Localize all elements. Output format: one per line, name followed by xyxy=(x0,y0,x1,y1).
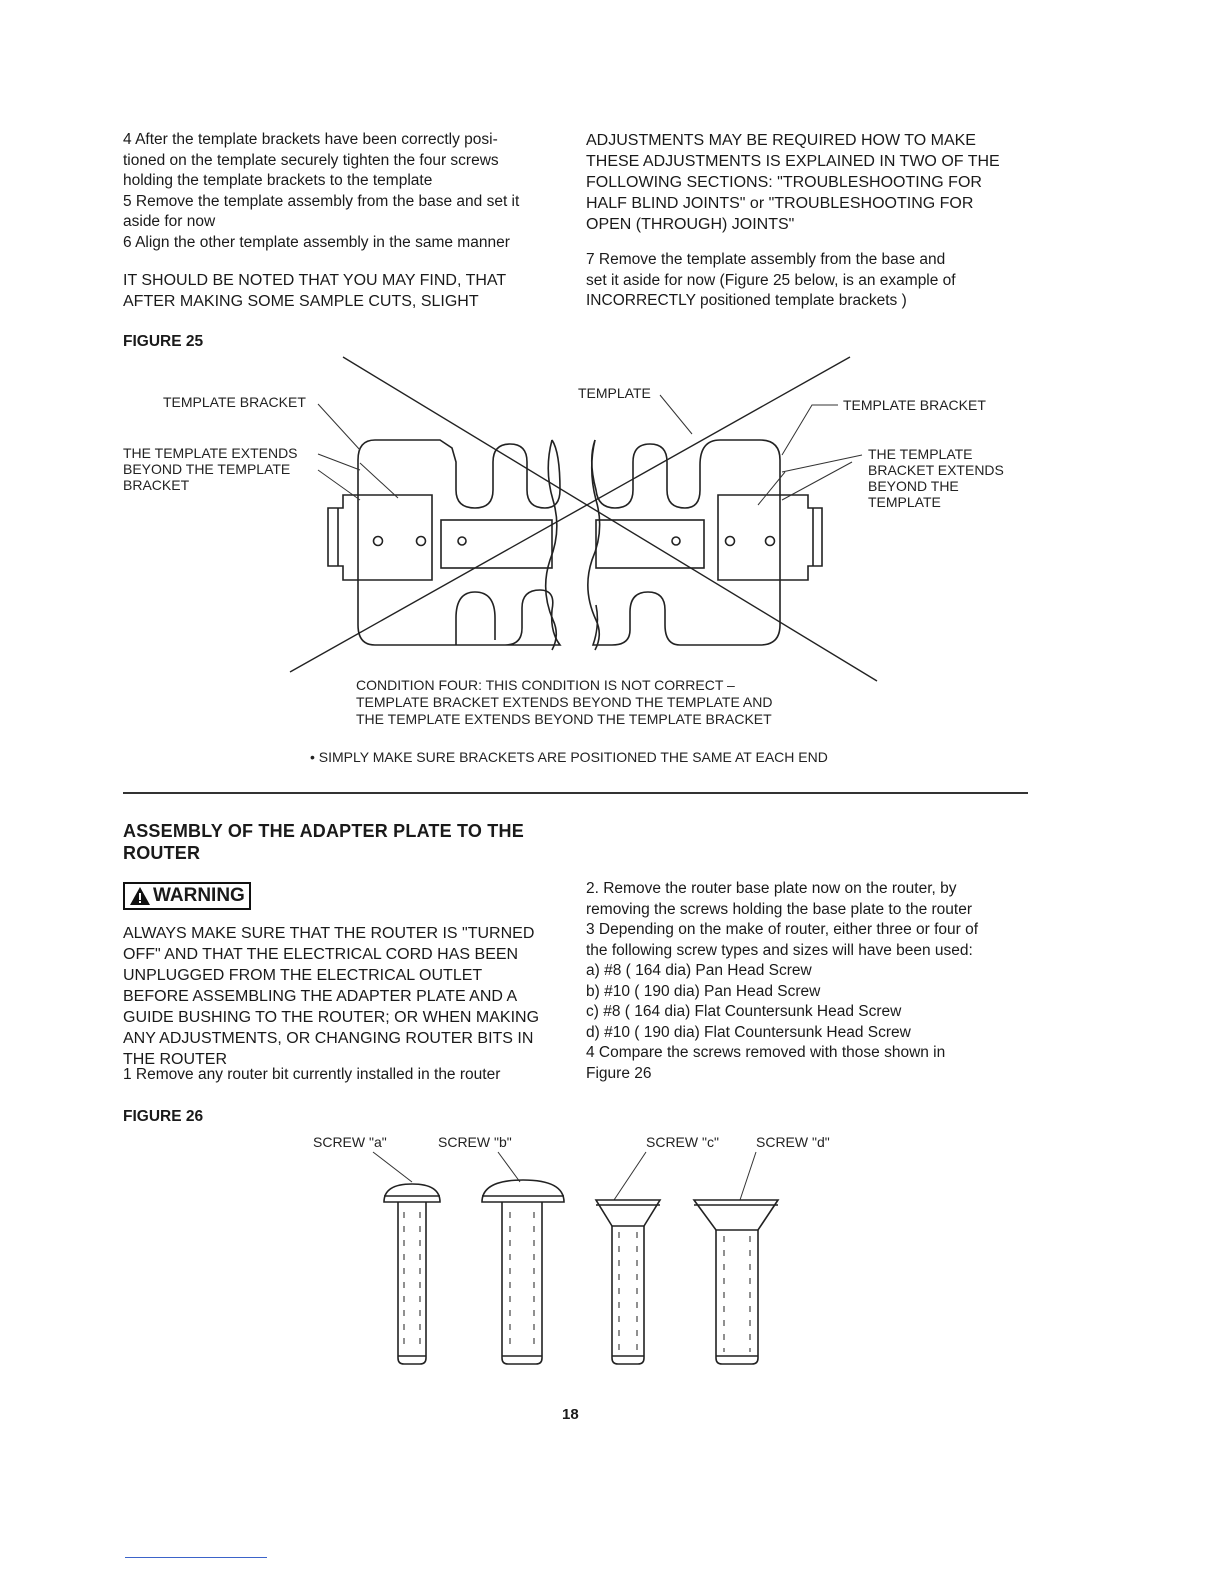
text-line: UNPLUGGED FROM THE ELECTRICAL OUTLET xyxy=(123,967,483,984)
callout-extends-right-line: BEYOND THE xyxy=(868,478,959,494)
screw-a-pan-head xyxy=(384,1184,440,1364)
text-line: AFTER MAKING SOME SAMPLE CUTS, SLIGHT xyxy=(123,293,479,310)
text-line: TEMPLATE BRACKET EXTENDS BEYOND THE TEMPLATE AND xyxy=(356,694,773,710)
hole xyxy=(726,537,735,546)
figure-26-label: FIGURE 26 xyxy=(123,1108,204,1125)
callout-extends-right-line: TEMPLATE xyxy=(868,494,941,510)
screw-b-label: SCREW "b" xyxy=(438,1134,512,1150)
screw-c-label: SCREW "c" xyxy=(646,1134,719,1150)
text-line: ADJUSTMENTS MAY BE REQUIRED HOW TO MAKE xyxy=(586,132,976,149)
callout-template-bracket-right: TEMPLATE BRACKET xyxy=(843,397,986,413)
callout-extends-left-line: THE TEMPLATE EXTENDS xyxy=(123,445,298,461)
warning-text xyxy=(123,923,573,1070)
text-line: Figure 26 xyxy=(586,1064,652,1082)
cross-out-line-1 xyxy=(343,357,877,681)
screw-d-label: SCREW "d" xyxy=(756,1134,830,1150)
warning-label xyxy=(123,882,251,910)
text-line: 3 Depending on the make of router, either three or four of xyxy=(586,921,979,938)
text-line: the following screw types and sizes will have been used: xyxy=(586,941,973,959)
hole xyxy=(458,537,466,545)
text-line: d) #10 ( 190 dia) Flat Countersunk Head Screw xyxy=(586,1023,911,1041)
text-line: removing the screws holding the base plate to the router xyxy=(586,900,973,918)
text-line: a) #8 ( 164 dia) Pan Head Screw xyxy=(586,962,812,979)
text-line: ANY ADJUSTMENTS, OR CHANGING ROUTER BITS IN xyxy=(123,1030,534,1047)
cross-out-line-2 xyxy=(290,357,850,672)
text-line: CONDITION FOUR: THIS CONDITION IS NOT CORRECT – xyxy=(356,677,735,693)
assembly-steps-right xyxy=(586,879,1046,1084)
text-line: FOLLOWING SECTIONS: "TROUBLESHOOTING FOR xyxy=(586,174,982,191)
text-line: ROUTER xyxy=(123,843,201,863)
text-line: 4 After the template brackets have been correctly posi- xyxy=(123,131,498,148)
callout-template: TEMPLATE xyxy=(578,385,651,401)
text-line: 5 Remove the template assembly from the base and set it xyxy=(123,192,520,210)
text-line: 7 Remove the template assembly from the base and xyxy=(586,251,946,268)
text-line: tioned on the template securely tighten the four screws xyxy=(123,151,499,169)
text-line: b) #10 ( 190 dia) Pan Head Screw xyxy=(586,982,821,1000)
text-line: 4 Compare the screws removed with those shown in xyxy=(586,1044,946,1061)
section-divider xyxy=(123,792,1028,794)
screw-d-flat-countersunk xyxy=(694,1200,778,1364)
text-line: 2. Remove the router base plate now on the router, by xyxy=(586,880,957,897)
callout-extends-left-line: BRACKET xyxy=(123,477,190,493)
text-line: set it aside for now (Figure 25 below, is an example of xyxy=(586,271,956,289)
text-line: HALF BLIND JOINTS" or "TROUBLESHOOTING FOR xyxy=(586,195,974,212)
callout-template-bracket-left: TEMPLATE BRACKET xyxy=(163,394,306,410)
callout-extends-left-line: BEYOND THE TEMPLATE xyxy=(123,461,291,477)
text-line: 6 Align the other template assembly in the same manner xyxy=(123,233,510,251)
section-heading xyxy=(123,820,583,864)
text-line: c) #8 ( 164 dia) Flat Countersunk Head Screw xyxy=(586,1003,902,1020)
screw-b-pan-head xyxy=(482,1180,564,1364)
text-line: ALWAYS MAKE SURE THAT THE ROUTER IS "TURNED xyxy=(123,925,535,942)
figure-25-tip: • SIMPLY MAKE SURE BRACKETS ARE POSITIONED THE SAME AT EACH END xyxy=(310,749,828,765)
figure-25-condition xyxy=(356,677,836,728)
warning-box xyxy=(123,882,251,911)
callout-extends-right-line: BRACKET EXTENDS xyxy=(868,462,1004,478)
step-1: 1 Remove any router bit currently installed in the router xyxy=(123,1066,501,1083)
text-line: IT SHOULD BE NOTED THAT YOU MAY FIND, THAT xyxy=(123,272,507,289)
text-line: BEFORE ASSEMBLING THE ADAPTER PLATE AND A xyxy=(123,988,518,1005)
hole xyxy=(766,537,775,546)
text-line: THE TEMPLATE EXTENDS BEYOND THE TEMPLATE BRACKET xyxy=(356,711,772,727)
text-line: holding the template brackets to the template xyxy=(123,172,433,189)
figure-26-diagram xyxy=(0,1120,1224,1380)
text-line: ASSEMBLY OF THE ADAPTER PLATE TO THE xyxy=(123,821,524,841)
hole xyxy=(417,537,426,546)
text-line: OPEN (THROUGH) JOINTS" xyxy=(586,216,795,233)
text-line: GUIDE BUSHING TO THE ROUTER; OR WHEN MAKING xyxy=(123,1009,540,1026)
text-line: aside for now xyxy=(123,213,216,230)
figure-25-label: FIGURE 25 xyxy=(123,333,204,350)
warning-triangle-icon xyxy=(129,886,151,906)
callout-extends-right-line: THE TEMPLATE xyxy=(868,446,973,462)
screw-a-label: SCREW "a" xyxy=(313,1134,387,1150)
template-left-lower-teeth xyxy=(456,592,495,645)
center-bar-left xyxy=(441,520,552,568)
screw-c-flat-countersunk xyxy=(596,1200,660,1364)
text-line: INCORRECTLY positioned template brackets ) xyxy=(586,292,907,309)
warning-text-label: WARNING xyxy=(153,885,245,906)
footer-rule xyxy=(125,1557,267,1558)
hole xyxy=(672,537,680,545)
text-line: OFF" AND THAT THE ELECTRICAL CORD HAS BEEN xyxy=(123,946,519,963)
page-number: 18 xyxy=(562,1406,579,1423)
hole xyxy=(374,537,383,546)
text-line: THESE ADJUSTMENTS IS EXPLAINED IN TWO OF THE xyxy=(586,153,1000,170)
text-line: THE ROUTER xyxy=(123,1051,227,1068)
template-right-outline xyxy=(592,440,780,645)
